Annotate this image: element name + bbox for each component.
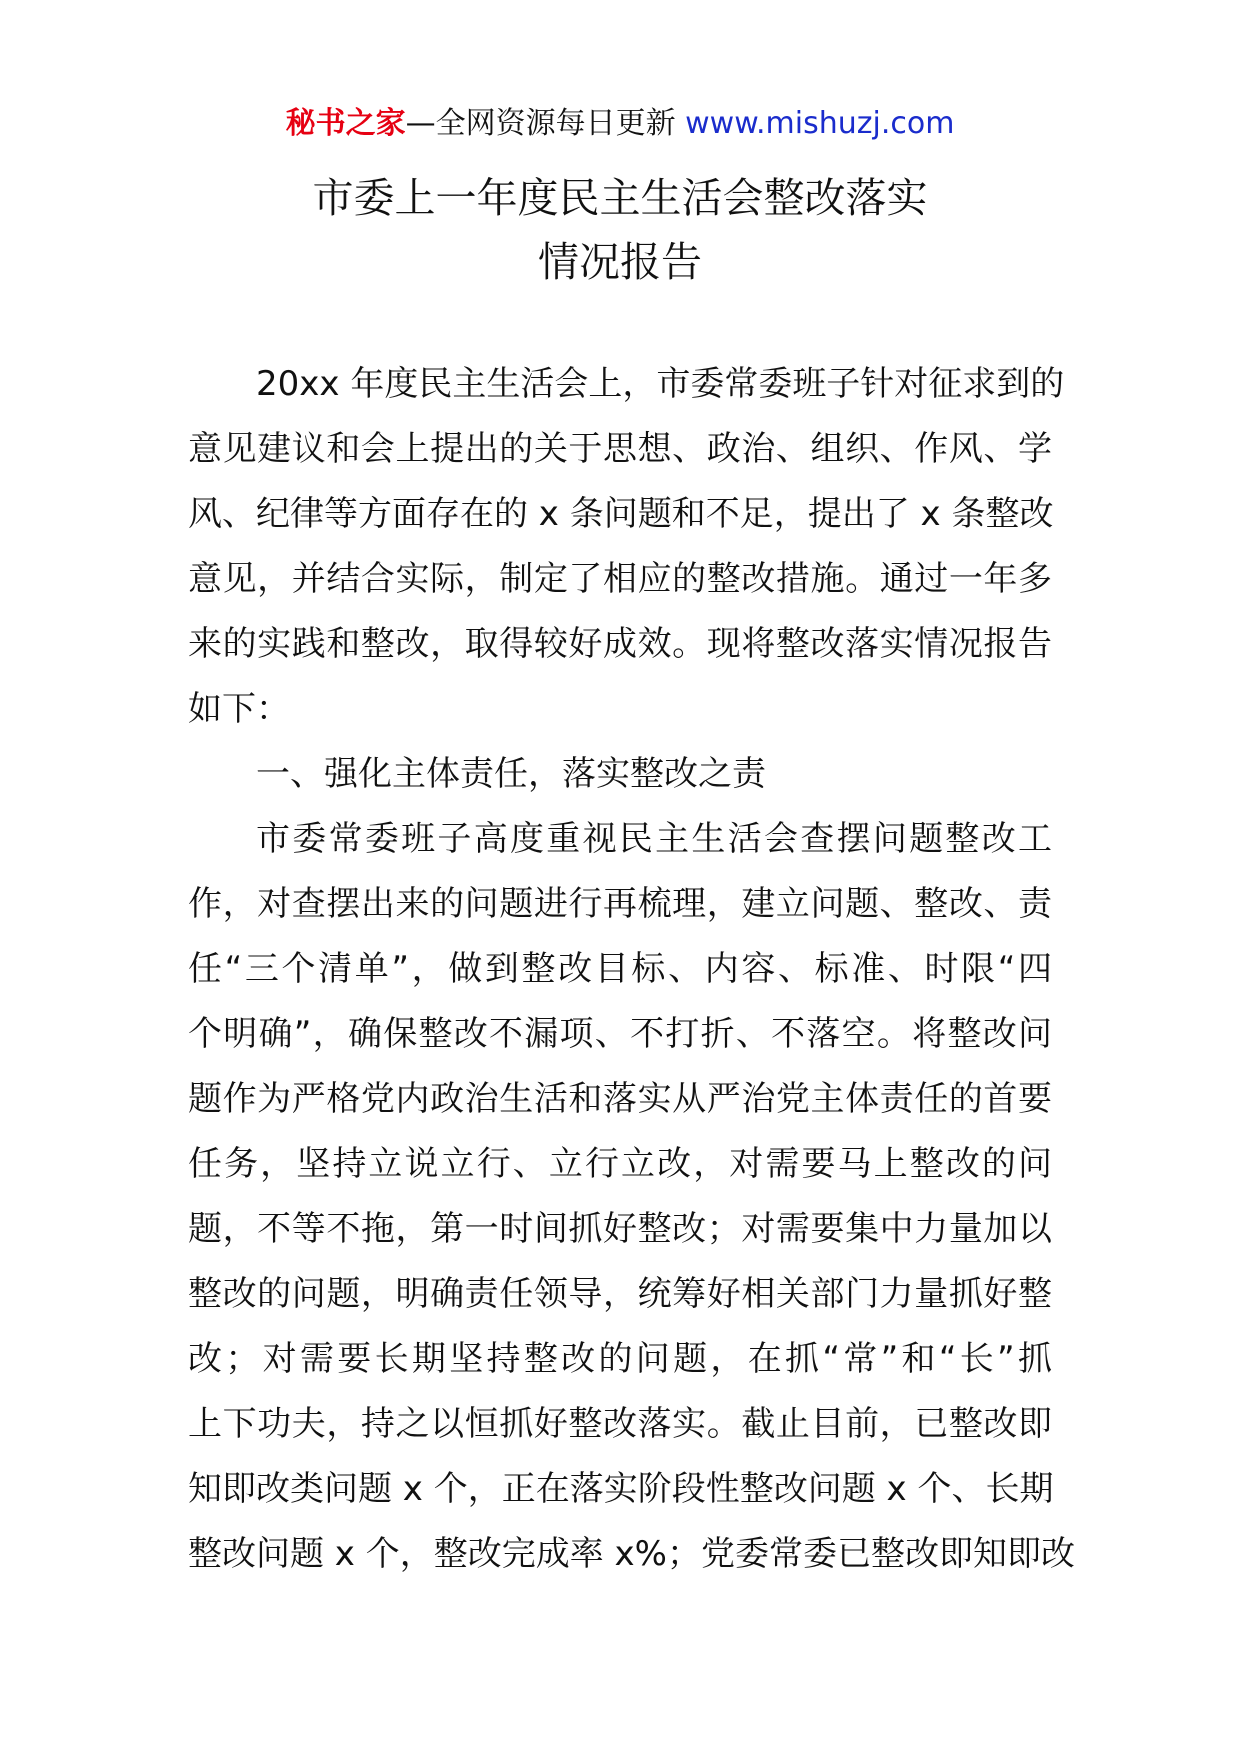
site-brand: 秘书之家 — [285, 106, 406, 141]
body-line: 任“三个清单”，做到整改目标、内容、标准、时限“四 — [188, 949, 1052, 989]
body-line: 作，对查摆出来的问题进行再梳理，建立问题、整改、责 — [188, 884, 1052, 924]
body-line: 整改的问题，明确责任领导，统筹好相关部门力量抓好整 — [188, 1274, 1052, 1314]
body-line: 上下功夫，持之以恒抓好整改落实。截止目前，已整改即 — [188, 1404, 1052, 1444]
body-line: 市委常委班子高度重视民主生活会查摆问题整改工 — [256, 819, 1052, 859]
site-url[interactable]: www.mishuzj.com — [685, 106, 955, 141]
site-tagline: —全网资源每日更新 — [405, 106, 676, 141]
body-line: 题，不等不拖，第一时间抓好整改；对需要集中力量加以 — [188, 1209, 1052, 1249]
body-line: 改；对需要长期坚持整改的问题，在抓“常”和“长”抓 — [188, 1339, 1052, 1379]
body-line: 题作为严格党内政治生活和落实从严治党主体责任的首要 — [188, 1079, 1052, 1119]
body-line: 意见建议和会上提出的关于思想、政治、组织、作风、学 — [188, 429, 1052, 469]
body-line: 风、纪律等方面存在的 x 条问题和不足，提出了 x 条整改 — [188, 494, 1054, 534]
body-line: 意见，并结合实际，制定了相应的整改措施。通过一年多 — [188, 559, 1052, 599]
title-line-2: 情况报告 — [538, 238, 702, 286]
section-heading: 一、强化主体责任，落实整改之责 — [256, 754, 766, 794]
body-line: 整改问题 x 个，整改完成率 x%；党委常委已整改即知即改 — [188, 1534, 1075, 1574]
body-line: 20xx 年度民主生活会上，市委常委班子针对征求到的 — [256, 364, 1065, 404]
body-line: 如下： — [188, 689, 290, 729]
document-body — [188, 352, 1075, 1587]
body-line: 来的实践和整改，取得较好成效。现将整改落实情况报告 — [188, 624, 1052, 664]
title-line-1: 市委上一年度民主生活会整改落实 — [312, 174, 928, 222]
site-header — [0, 104, 1240, 144]
body-line: 个明确”，确保整改不漏项、不打折、不落空。将整改问 — [188, 1014, 1052, 1054]
body-line: 任务，坚持立说立行、立行立改，对需要马上整改的问 — [188, 1144, 1052, 1184]
document-title — [0, 166, 1240, 294]
body-line: 知即改类问题 x 个，正在落实阶段性整改问题 x 个、长期 — [188, 1469, 1054, 1509]
